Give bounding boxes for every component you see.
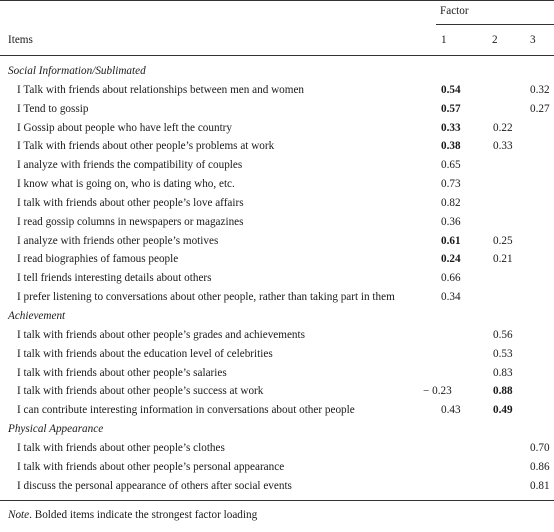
table-row [0, 81, 554, 100]
table-row [0, 175, 554, 194]
section-title: Physical Appearance [8, 423, 104, 436]
table-row [0, 269, 554, 288]
table-body [0, 62, 554, 495]
item-text: I prefer listening to conversations about other people, rather than taking part in them [17, 291, 395, 304]
factor-1-loading: 0.24 [441, 253, 461, 266]
item-text: I Tend to gossip [17, 102, 89, 115]
factor-1-loading: 0.33 [441, 121, 461, 134]
factor-1-loading: 0.65 [441, 159, 461, 172]
table-row [0, 439, 554, 458]
item-text: I can contribute interesting information in conversations about other people [17, 404, 355, 417]
factor-1-loading: 0.66 [441, 272, 461, 285]
note-lead: Note [8, 509, 30, 521]
section-title: Social Information/Sublimated [8, 65, 146, 77]
item-text: I know what is going on, who is dating who, etc. [17, 178, 235, 191]
factor-3-loading: 0.86 [530, 460, 550, 473]
factor-1-loading: 0.82 [441, 196, 461, 209]
item-text: I discuss the personal appearance of others after social events [17, 479, 292, 492]
factor-3-loading: 0.32 [530, 83, 550, 96]
item-text: I talk with friends about other people’s personal appearance [17, 460, 285, 473]
factor-3-column-header: 3 [530, 34, 536, 46]
factor-1-column-header: 1 [441, 34, 447, 46]
factor-2-loading: 0.88 [493, 385, 513, 398]
item-text: I Talk with friends about other people’s problems at work [17, 140, 275, 153]
table-row [0, 382, 554, 401]
section-heading-row [0, 62, 554, 81]
item-text: I talk with friends about other people’s salaries [17, 366, 227, 379]
table-row [0, 232, 554, 251]
factor-1-loading: 0.61 [441, 234, 461, 247]
table-row [0, 156, 554, 175]
factor-1-loading: 0.36 [441, 215, 461, 228]
factor-2-loading: 0.56 [493, 328, 513, 341]
factor-3-loading: 0.81 [530, 479, 550, 492]
table-row [0, 213, 554, 232]
item-text: I talk with friends about other people’s grades and achievements [17, 328, 305, 341]
header-bottom-rule [0, 55, 554, 56]
factor-1-loading: 0.73 [441, 178, 461, 191]
item-text: I read gossip columns in newspapers or magazines [17, 215, 244, 228]
section-heading-row [0, 420, 554, 439]
table-row [0, 288, 554, 307]
item-text: I tell friends interesting details about others [17, 272, 212, 285]
section-title: Achievement [8, 309, 66, 322]
factor-3-loading: 0.70 [530, 441, 550, 454]
factor-1-loading: 0.38 [441, 140, 461, 153]
table-row [0, 100, 554, 119]
factor-2-loading: 0.22 [493, 121, 513, 134]
table-row [0, 364, 554, 383]
note-text: . Bolded items indicate the strongest factor loading [29, 509, 258, 521]
factor-header: Factor [440, 5, 469, 17]
factor-2-column-header: 2 [492, 34, 498, 46]
item-text: I talk with friends about the education level of celebrities [17, 347, 273, 360]
factor-3-loading: 0.27 [530, 102, 550, 115]
factor-2-loading: 0.21 [493, 253, 513, 266]
table-top-rule [0, 0, 554, 1]
item-text: I analyze with friends the compatibility of couples [17, 159, 243, 172]
table-bottom-rule [0, 500, 554, 501]
table-row [0, 194, 554, 213]
factor-2-loading: 0.83 [493, 366, 513, 379]
factor-header-rule [436, 24, 554, 25]
table-note [8, 509, 257, 521]
table-row [0, 250, 554, 269]
factor-2-loading: 0.25 [493, 234, 513, 247]
item-text: I talk with friends about other people’s success at work [17, 385, 264, 398]
table-row [0, 137, 554, 156]
factor-2-loading: 0.49 [493, 404, 513, 417]
item-text: I Gossip about people who have left the country [17, 121, 232, 134]
factor-1-loading: 0.34 [441, 291, 461, 304]
factor-1-loading: 0.54 [441, 83, 461, 96]
item-text: I analyze with friends other people’s motives [17, 234, 219, 247]
table-row [0, 477, 554, 496]
table-row [0, 458, 554, 477]
table-row [0, 345, 554, 364]
factor-2-loading: 0.33 [493, 140, 513, 153]
factor-2-loading: 0.53 [493, 347, 513, 360]
items-column-header: Items [8, 34, 33, 46]
item-text: I Talk with friends about relationships between men and women [17, 83, 305, 96]
table-row [0, 401, 554, 420]
factor-1-loading: 0.43 [441, 404, 461, 417]
item-text: I talk with friends about other people’s clothes [17, 441, 225, 454]
item-text: I read biographies of famous people [17, 253, 179, 266]
factor-1-loading: 0.57 [441, 102, 461, 115]
table-row [0, 119, 554, 138]
table-row [0, 326, 554, 345]
section-heading-row [0, 307, 554, 326]
item-text: I talk with friends about other people’s love affairs [17, 196, 244, 209]
factor-1-loading: − 0.23 [423, 385, 452, 398]
